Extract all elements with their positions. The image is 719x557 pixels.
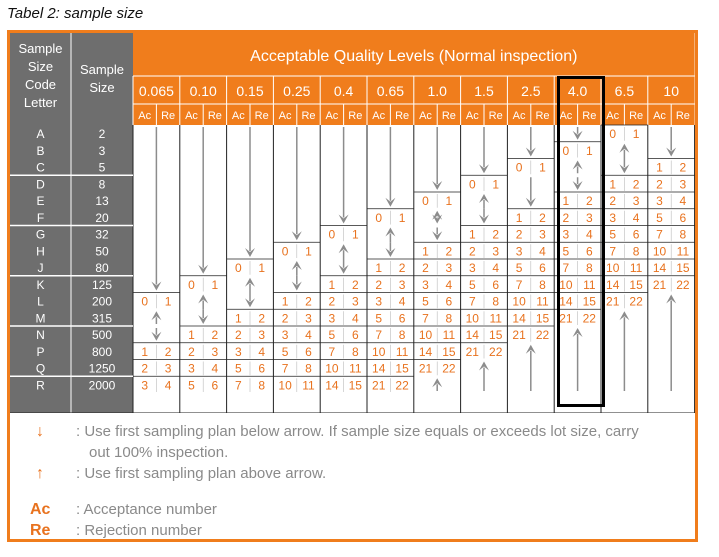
ac-value: 14 <box>652 261 667 275</box>
re-value: 15 <box>348 378 362 393</box>
sample-size: 13 <box>95 194 109 208</box>
code-letter-header: Sample <box>18 41 63 56</box>
re-value: 11 <box>629 261 643 275</box>
sample-size: 5 <box>98 160 106 175</box>
ac-value: 2 <box>234 328 242 342</box>
aql-level-label: 2.5 <box>521 83 541 99</box>
re-value: 1 <box>398 210 406 225</box>
ac-header: Ac <box>512 110 526 122</box>
legend-re-symbol: Re <box>30 522 51 539</box>
ac-value: 1 <box>515 210 523 225</box>
ac-value: 5 <box>375 311 383 326</box>
re-value: 1 <box>492 177 500 192</box>
ac-value: 0 <box>328 227 336 242</box>
sample-size: 1250 <box>88 361 116 376</box>
re-header: Re <box>629 110 644 122</box>
ac-value: 14 <box>465 328 479 342</box>
ac-value: 3 <box>515 244 523 259</box>
ac-value: 7 <box>422 311 429 326</box>
ac-value: 3 <box>656 194 663 208</box>
re-header: Re <box>207 110 222 122</box>
re-value: 4 <box>211 361 219 376</box>
code-letter: A <box>36 127 45 141</box>
ac-value: 10 <box>512 294 526 309</box>
aql-level-label: 6.5 <box>614 83 635 99</box>
re-value: 22 <box>395 378 409 393</box>
re-value: 8 <box>585 261 593 275</box>
legend-down-text: : Use first sampling plan below arrow. If sample size equals or exceeds lot size, carry <box>76 423 639 440</box>
ac-value: 7 <box>562 261 570 275</box>
ac-value: 10 <box>559 277 573 292</box>
ac-value: 7 <box>281 361 289 376</box>
sample-size: 32 <box>95 227 109 242</box>
ac-value: 5 <box>515 261 523 275</box>
re-value: 11 <box>536 294 549 309</box>
sample-size: 20 <box>95 210 109 225</box>
re-value: 1 <box>211 277 219 292</box>
ac-value: 0 <box>422 194 429 208</box>
re-value: 2 <box>445 244 453 259</box>
re-value: 6 <box>632 227 640 242</box>
ac-value: 5 <box>234 361 242 376</box>
code-letter-header: Size <box>27 59 54 74</box>
code-letter: D <box>36 177 45 192</box>
ac-value: 1 <box>234 311 242 326</box>
ac-value: 5 <box>281 344 289 359</box>
aql-level-label: 1.0 <box>427 83 447 99</box>
re-value: 6 <box>539 261 546 275</box>
ac-value: 7 <box>515 277 523 292</box>
ac-value: 0 <box>141 294 149 309</box>
legend-up-text: : Use first sampling plan above arrow. <box>76 465 327 482</box>
aql-title: Acceptable Quality Levels (Normal inspection) <box>250 48 578 65</box>
ac-value: 14 <box>512 311 526 326</box>
ac-value: 2 <box>281 311 289 326</box>
re-value: 8 <box>492 294 500 309</box>
ac-value: 21 <box>465 344 479 359</box>
re-value: 22 <box>676 277 690 292</box>
ac-value: 1 <box>328 277 336 292</box>
re-value: 11 <box>395 344 409 359</box>
ac-value: 2 <box>328 294 336 309</box>
re-value: 15 <box>676 261 690 275</box>
ac-value: 1 <box>281 294 289 309</box>
table-caption: Tabel 2: sample size <box>7 5 144 22</box>
re-value: 1 <box>351 227 359 242</box>
re-header: Re <box>582 110 597 122</box>
re-value: 15 <box>629 277 643 292</box>
ac-value: 1 <box>422 244 429 259</box>
re-value: 6 <box>679 210 687 225</box>
ac-value: 7 <box>234 378 242 393</box>
re-value: 3 <box>539 227 546 242</box>
re-value: 2 <box>585 194 593 208</box>
ac-value: 7 <box>328 344 336 359</box>
re-value: 2 <box>258 311 266 326</box>
re-value: 4 <box>305 328 312 342</box>
re-header: Re <box>441 110 456 122</box>
re-value: 6 <box>398 311 406 326</box>
re-value: 11 <box>676 244 690 259</box>
ac-value: 3 <box>562 227 570 242</box>
sample-size: 2 <box>98 127 106 141</box>
re-header: Re <box>301 110 316 122</box>
ac-value: 2 <box>515 227 523 242</box>
ac-value: 5 <box>188 378 195 393</box>
ac-value: 3 <box>141 378 149 393</box>
ac-value: 3 <box>468 261 476 275</box>
ac-value: 10 <box>606 261 620 275</box>
legend-re-text: : Rejection number <box>76 522 202 539</box>
ac-header: Ac <box>465 110 479 122</box>
ac-value: 5 <box>656 210 663 225</box>
ac-header: Ac <box>138 110 152 122</box>
re-value: 6 <box>492 277 500 292</box>
ac-value: 10 <box>372 344 386 359</box>
sample-size: 125 <box>91 277 113 292</box>
re-value: 1 <box>305 244 312 259</box>
code-letter: P <box>36 344 45 359</box>
ac-value: 1 <box>609 177 617 192</box>
re-header: Re <box>254 110 269 122</box>
re-value: 22 <box>629 294 643 309</box>
re-value: 3 <box>632 194 640 208</box>
re-value: 1 <box>258 261 266 275</box>
ac-value: 3 <box>328 311 336 326</box>
re-value: 6 <box>445 294 453 309</box>
re-value: 22 <box>535 328 550 342</box>
ac-value: 0 <box>515 160 523 175</box>
re-value: 2 <box>211 328 219 342</box>
re-value: 2 <box>398 261 406 275</box>
sample-size: 800 <box>91 344 113 359</box>
re-value: 3 <box>258 328 266 342</box>
re-value: 6 <box>305 344 312 359</box>
up-arrow-icon: ↑ <box>36 465 44 482</box>
re-value: 4 <box>492 261 500 275</box>
legend-ac-symbol: Ac <box>30 501 51 518</box>
ac-value: 0 <box>281 244 289 259</box>
highlight-box-4-0 <box>557 76 605 407</box>
ac-value: 21 <box>512 328 526 342</box>
code-letter: M <box>35 311 46 326</box>
re-value: 1 <box>164 294 172 309</box>
re-header: Re <box>348 110 363 122</box>
legend <box>10 413 695 539</box>
ac-value: 1 <box>562 194 570 208</box>
ac-header: Ac <box>278 110 292 122</box>
ac-value: 1 <box>468 227 476 242</box>
ac-value: 3 <box>234 344 242 359</box>
ac-value: 2 <box>188 344 195 359</box>
re-header: Re <box>395 110 410 122</box>
ac-value: 14 <box>606 277 620 292</box>
ac-value: 1 <box>188 328 195 342</box>
sample-size: 80 <box>95 261 109 275</box>
ac-value: 0 <box>468 177 476 192</box>
code-letter: E <box>36 194 45 208</box>
re-value: 8 <box>679 227 687 242</box>
ac-value: 5 <box>468 277 476 292</box>
ac-value: 0 <box>609 127 617 141</box>
ac-value: 7 <box>656 227 663 242</box>
ac-value: 1 <box>141 344 149 359</box>
ac-value: 0 <box>234 261 242 275</box>
ac-value: 10 <box>465 311 479 326</box>
sample-size-table <box>7 30 698 542</box>
ac-value: 5 <box>328 328 336 342</box>
code-letter: L <box>37 294 44 309</box>
re-value: 3 <box>351 294 359 309</box>
re-header: Re <box>161 110 176 122</box>
code-letter: N <box>36 328 45 342</box>
ac-value: 3 <box>609 210 617 225</box>
code-letter: H <box>36 244 45 259</box>
re-value: 2 <box>305 294 312 309</box>
code-letter: R <box>36 378 45 393</box>
code-letter: K <box>36 277 45 292</box>
ac-header: Ac <box>419 110 432 122</box>
ac-value: 3 <box>375 294 383 309</box>
ac-value: 0 <box>562 143 570 158</box>
re-value: 15 <box>582 294 596 309</box>
re-value: 8 <box>351 344 359 359</box>
re-value: 2 <box>679 160 687 175</box>
code-letter: F <box>36 210 45 225</box>
sample-size: 50 <box>95 244 109 259</box>
re-value: 2 <box>164 344 172 359</box>
ac-value: 2 <box>609 194 617 208</box>
ac-header: Ac <box>185 110 198 122</box>
aql-level-label: 0.10 <box>189 83 217 99</box>
re-value: 15 <box>395 361 409 376</box>
code-letter-header: Code <box>24 77 57 92</box>
re-value: 4 <box>585 227 593 242</box>
ac-header: Ac <box>653 110 666 122</box>
re-value: 3 <box>398 277 406 292</box>
sample-size: 200 <box>91 294 113 309</box>
re-value: 4 <box>445 277 453 292</box>
aql-level-label: 0.15 <box>236 83 264 99</box>
ac-value: 10 <box>418 328 433 342</box>
ac-value: 0 <box>375 210 383 225</box>
aql-level-label: 0.65 <box>376 83 405 99</box>
re-value: 6 <box>258 361 266 376</box>
re-value: 2 <box>492 227 500 242</box>
aql-level-label: 10 <box>663 83 679 99</box>
sample-size: 3 <box>98 143 106 158</box>
ac-value: 21 <box>418 361 433 376</box>
re-value: 3 <box>445 261 453 275</box>
re-value: 8 <box>305 361 312 376</box>
sample-size-header: Sample <box>79 62 125 77</box>
sample-size: 8 <box>98 177 106 192</box>
ac-value: 1 <box>375 261 383 275</box>
ac-value: 14 <box>372 361 386 376</box>
aql-level-label: 0.25 <box>283 83 311 99</box>
ac-value: 10 <box>652 244 667 259</box>
ac-value: 3 <box>281 328 289 342</box>
ac-value: 21 <box>652 277 667 292</box>
code-letter: J <box>37 261 44 275</box>
ac-value: 7 <box>609 244 617 259</box>
ac-value: 0 <box>188 277 195 292</box>
re-value: 1 <box>585 143 593 158</box>
re-header: Re <box>535 110 550 122</box>
ac-value: 2 <box>468 244 476 259</box>
re-value: 4 <box>164 378 172 393</box>
ac-value: 21 <box>372 378 386 393</box>
code-letter-header: Letter <box>23 95 58 110</box>
re-value: 8 <box>632 244 640 259</box>
ac-value: 7 <box>468 294 476 309</box>
re-value: 4 <box>398 294 406 309</box>
re-value: 3 <box>585 210 593 225</box>
legend-down-text-cont: out 100% inspection. <box>89 444 229 461</box>
re-value: 2 <box>632 177 640 192</box>
code-letter: G <box>35 227 46 242</box>
ac-header: Ac <box>325 110 339 122</box>
ac-value: 14 <box>325 378 339 393</box>
ac-header: Ac <box>606 110 620 122</box>
ac-value: 2 <box>375 277 383 292</box>
re-value: 6 <box>351 328 359 342</box>
re-value: 22 <box>582 311 596 326</box>
re-value: 1 <box>632 127 640 141</box>
legend-ac-text: : Acceptance number <box>76 501 217 518</box>
re-value: 3 <box>679 177 687 192</box>
ac-value: 2 <box>562 210 570 225</box>
re-value: 15 <box>489 328 503 342</box>
code-letter: Q <box>35 361 46 376</box>
re-value: 4 <box>679 194 687 208</box>
ac-header: Ac <box>559 110 573 122</box>
ac-value: 2 <box>656 177 663 192</box>
re-value: 8 <box>445 311 453 326</box>
sample-size: 500 <box>91 328 113 342</box>
ac-header: Ac <box>372 110 386 122</box>
re-value: 3 <box>492 244 500 259</box>
down-arrow-icon: ↓ <box>36 423 44 440</box>
ac-value: 14 <box>559 294 573 309</box>
re-value: 1 <box>539 160 546 175</box>
ac-value: 5 <box>609 227 617 242</box>
re-value: 8 <box>539 277 546 292</box>
aql-level-label: 1.5 <box>474 83 494 99</box>
ac-value: 5 <box>562 244 570 259</box>
ac-value: 2 <box>141 361 149 376</box>
re-value: 4 <box>632 210 640 225</box>
aql-level-label: 0.4 <box>333 83 354 99</box>
re-header: Re <box>675 110 690 122</box>
re-value: 15 <box>535 311 550 326</box>
sample-size: 2000 <box>88 378 116 393</box>
ac-value: 10 <box>325 361 339 376</box>
re-value: 8 <box>398 328 406 342</box>
ac-header: Ac <box>231 110 245 122</box>
ac-value: 14 <box>418 344 433 359</box>
re-value: 11 <box>302 378 315 393</box>
re-value: 15 <box>442 344 456 359</box>
re-header: Re <box>488 110 503 122</box>
ac-value: 21 <box>606 294 620 309</box>
re-value: 4 <box>539 244 546 259</box>
re-value: 11 <box>442 328 456 342</box>
ac-value: 1 <box>656 160 663 175</box>
re-value: 22 <box>489 344 503 359</box>
aql-level-label: 0.065 <box>138 83 174 99</box>
ac-value: 3 <box>422 277 429 292</box>
aql-level-label: 4.0 <box>567 83 588 99</box>
re-value: 11 <box>489 311 502 326</box>
code-letter: C <box>36 160 45 175</box>
re-value: 4 <box>351 311 359 326</box>
re-value: 11 <box>349 361 362 376</box>
re-value: 22 <box>442 361 456 376</box>
re-value: 2 <box>539 210 546 225</box>
re-value: 3 <box>164 361 172 376</box>
re-value: 8 <box>258 378 266 393</box>
ac-value: 2 <box>422 261 429 275</box>
sample-size-header: Size <box>89 80 115 95</box>
re-value: 4 <box>258 344 266 359</box>
re-value: 11 <box>583 277 596 292</box>
ac-value: 10 <box>278 378 292 393</box>
code-letter: B <box>36 143 45 158</box>
ac-value: 7 <box>375 328 383 342</box>
ac-value: 21 <box>559 311 573 326</box>
re-value: 3 <box>305 311 312 326</box>
re-value: 3 <box>211 344 219 359</box>
re-value: 6 <box>585 244 593 259</box>
re-value: 2 <box>351 277 359 292</box>
ac-value: 3 <box>188 361 195 376</box>
ac-value: 5 <box>422 294 429 309</box>
re-value: 6 <box>211 378 219 393</box>
sample-size: 315 <box>91 311 113 326</box>
re-value: 1 <box>445 194 453 208</box>
